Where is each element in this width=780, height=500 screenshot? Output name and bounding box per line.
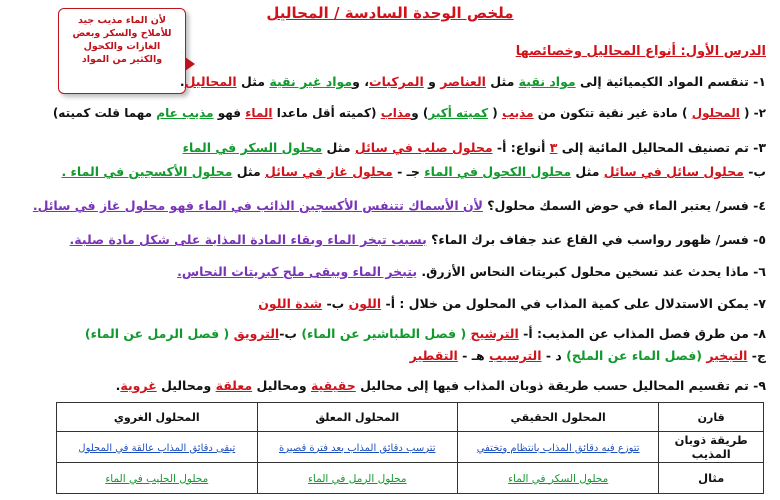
answer: يتبخر الماء ويبقى ملح كبريتات النحاس. [177,264,418,279]
text: مثل [571,164,604,179]
text: ، و [352,74,370,89]
term: الترويق [233,326,280,341]
term: التبخير [706,348,748,363]
statement-7 [14,296,766,311]
table-row [57,432,764,463]
term: اللون [348,296,382,311]
table-cell [257,463,457,494]
cell-text: محلول السكر في الماء [508,472,609,485]
term: مذيب عام [156,106,214,120]
term: شدة اللون [258,296,323,311]
term: المحاليل [184,74,237,89]
table-cell [457,463,658,494]
statement-2 [14,106,766,120]
lesson-heading: الدرس الأول: أنواع المحاليل وخصائصها [515,44,766,59]
text: ٢- ( [739,106,766,120]
text: ٩- تم تقسيم المحاليل حسب طريقة ذوبان المذاب فيها إلى محاليل [355,378,766,393]
question: ٦- ماذا يحدث عند تسخين محلول كبريتات النحاس الأزرق. [417,264,766,279]
text: ومحاليل [156,378,216,393]
text: ومحاليل [252,378,311,393]
term: كميته أكبر [428,106,489,120]
term: غروية [120,378,157,393]
text: ب- [279,326,302,341]
text: مثل [485,74,519,89]
page-title: ملخص الوحدة السادسة / المحاليل [266,4,514,22]
text: (كميته أقل ماعدا [272,106,381,120]
question: ٤- فسر/ يعتبر الماء في حوض السمك محلول؟ [482,198,766,213]
cell-text: محلول الحليب في الماء [105,472,209,485]
text: ١- تنقسم المواد الكيميائية إلى [575,74,766,89]
table-header: المحلول الغروي [57,403,258,432]
statement-5 [14,232,766,247]
term: محلول السكر في الماء [182,140,323,155]
term: محلول صلب في سائل [354,140,493,155]
question: ٥- فسر/ ظهور رواسب في القاع عند جفاف برك الماء؟ [426,232,766,247]
table-cell [457,432,658,463]
table-cell [257,432,457,463]
text: مهما قلت كميته) [52,106,157,120]
term: العناصر [440,74,486,89]
text: ٣- تم تصنيف المحاليل المائية إلى [557,140,766,155]
term: حقيقية [310,378,356,393]
table-header: قارن [659,403,764,432]
statement-8b [14,348,766,363]
term: مذاب [380,106,412,120]
term: مواد نقية [518,74,576,89]
term: محلول غاز في سائل [265,164,393,179]
statement-3b [14,164,766,179]
term: محلول سائل في سائل [603,164,744,179]
statement-6 [14,264,766,279]
text: . [115,378,121,393]
term: الماء [245,106,273,120]
table-header: المحلول المعلق [257,403,457,432]
example: ( فصل الرمل عن الماء) [84,326,234,341]
callout-line: للأملاح والسكر وبعض [72,28,172,39]
statement-3 [14,140,766,155]
text: د - [541,348,567,363]
text: أنواع: أ- [492,140,550,155]
text: . [179,74,185,89]
cell-text: تتوزع فيه دقائق المذاب بانتظام وتختفي [476,442,640,454]
text: ب- [743,164,766,179]
statement-9 [14,378,766,393]
text: هـ - [457,348,489,363]
row-label: مثال [659,463,764,494]
term: محلول الأكسجين في الماء . [61,164,233,179]
cell-text: محلول الرمل في الماء [308,472,407,485]
answer: لأن الأسماك تتنفس الأكسجين الذائب في الماء فهو محلول غاز في سائل. [32,198,483,213]
term: مواد غير نقية [269,74,353,89]
text: مثل [232,164,266,179]
text: و [423,74,441,89]
term: الترسيب [489,348,542,363]
term: المركبات [369,74,424,89]
term: مذيب [501,106,534,120]
text: ٧- يمكن الاستدلال على كمية المذاب في المحلول من خلال : أ- [381,296,766,311]
table-header-row [57,403,764,432]
text: فهو [213,106,246,120]
example: ( فصل الطباشير عن الماء) [301,326,471,341]
term: معلقة [215,378,253,393]
cell-text: تترسب دقائق المذاب بعد فترة قصيرة [279,442,436,454]
callout-line: الغازات والكحول [83,41,161,52]
text: مثل [322,140,355,155]
text: جـ - [392,164,425,179]
term: المحلول [691,106,740,120]
term: التقطير [409,348,458,363]
callout-line: لأن الماء مذيب جيد [78,15,166,26]
example: (فصل الماء عن الملح) [566,348,707,363]
cell-text: تبقى دقائق المذاب عالقة في المحلول [78,442,236,454]
text: ( [488,106,502,120]
callout-line: والكثير من المواد [81,54,163,65]
table-row [57,463,764,494]
text: ب- [322,296,349,311]
term: ٣ [549,140,558,155]
row-label: طريقة ذوبان المذيب [659,432,764,463]
term: الترشيح [470,326,519,341]
answer: بسبب تبخر الماء وبقاء المادة المذابة على شكل مادة صلبة. [69,232,427,247]
text: ٨- من طرق فصل المذاب عن المذيب: أ- [518,326,766,341]
text: ) و [411,106,429,120]
text: ) مادة غير نقية تتكون من [533,106,692,120]
table-header: المحلول الحقيقي [457,403,658,432]
term: محلول الكحول في الماء [424,164,572,179]
table-cell [57,432,258,463]
comparison-table [56,402,764,494]
text: ج- [747,348,766,363]
table-cell [57,463,258,494]
statement-4 [14,198,766,213]
statement-1 [14,74,766,89]
text: مثل [236,74,270,89]
statement-8 [14,326,766,341]
